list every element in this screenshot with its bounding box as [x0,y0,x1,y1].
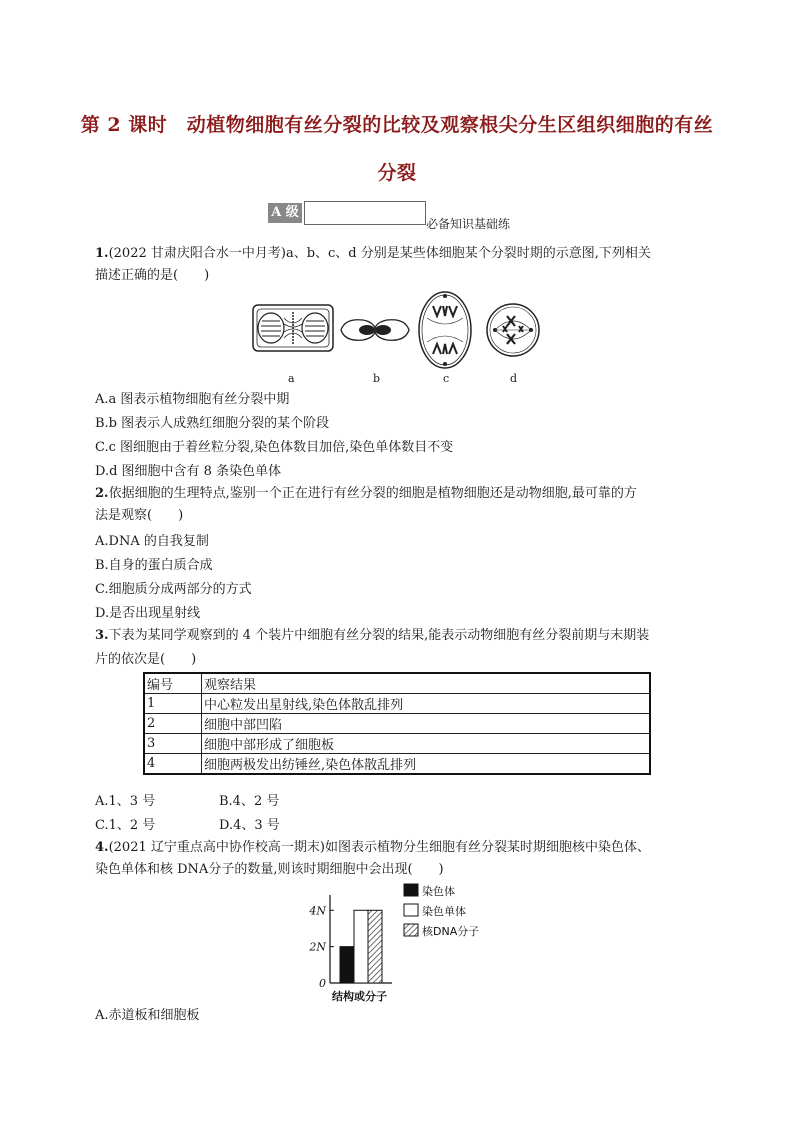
question-1-option-a: A.a 图表示植物细胞有丝分裂中期 [95,392,290,407]
question-1-option-d: D.d 图细胞中含有 8 条染色单体 [95,464,282,479]
table-row [144,694,650,714]
question-4-option-a: A.赤道板和细胞板 [95,1008,200,1023]
question-3-option-d: D.4、3 号 [219,818,280,833]
question-2-option-d: D.是否出现星射线 [95,606,201,621]
question-2-line1 [95,484,637,504]
table-header-id: 编号 [144,673,202,694]
legend-swatch [404,924,418,936]
question-3-stem: 下表为某同学观察到的 4 个装片中细胞有丝分裂的结果,能表示动物细胞有丝分裂前期与末期装 [108,628,650,643]
table-cell-result: 细胞两极发出纺锤丝,染色体散乱排列 [202,754,651,775]
question-4-stem: (2021 辽宁重点高中协作校高一期末)如图表示植物分生细胞有丝分裂某时期细胞核中染色体、 [108,840,650,855]
question-2-option-a: A.DNA 的自我复制 [95,534,209,549]
table-row [144,734,650,754]
question-4-line1 [95,838,650,858]
table-cell-id: 3 [144,734,202,754]
question-2-option-c: C.细胞质分成两部分的方式 [95,582,252,597]
y-tick-label: 2N [309,940,326,954]
page-title-line1: 第 2 课时 动植物细胞有丝分裂的比较及观察根尖分生区组织细胞的有丝 [80,114,714,136]
question-3-option-b: B.4、2 号 [219,794,280,809]
table-header-result: 观察结果 [202,673,651,694]
question-3-option-c: C.1、2 号 [95,818,156,833]
legend-label: 核DNA分子 [422,925,480,938]
question-3-line2: 片的依次是( ) [95,652,197,667]
question-4-line2: 染色单体和核 DNA分子的数量,则该时期细胞中会出现( ) [95,862,444,877]
figure-caption-c: c [443,372,450,385]
question-1-option-c: C.c 图细胞由于着丝粒分裂,染色体数目加倍,染色单体数目不变 [95,440,454,455]
table-cell-result: 细胞中部形成了细胞板 [202,734,651,754]
x-axis-label: 结构或分子 [332,990,387,1003]
bar-3 [368,910,382,983]
figure-c-animal-cell [419,292,471,368]
question-1-option-b: B.b 图表示人成熟红细胞分裂的某个阶段 [95,416,330,431]
bar-1 [340,947,354,983]
figure-caption-a: a [288,372,295,385]
chart-legend [404,884,479,938]
legend-label: 染色体 [422,885,455,898]
table-header-row [144,673,650,694]
question-1-stem: (2022 甘肃庆阳合水一中月考)a、b、c、d 分别是某些体细胞某个分裂时期的示意图,下列相关 [108,246,651,261]
question-1-number: 1. [95,246,109,261]
legend-swatch [404,904,418,916]
question-3-line1 [95,626,649,646]
legend-swatch [404,884,418,896]
question-2-line2: 法是观察( ) [95,508,184,523]
table-row [144,754,650,775]
question-2-option-b: B.自身的蛋白质合成 [95,558,213,573]
table-cell-id: 4 [144,754,202,775]
grade-badge: A 级 [268,203,302,223]
figure-caption-b: b [373,372,381,385]
question-3-option-a: A.1、3 号 [95,794,156,809]
table-cell-result: 中心粒发出星射线,染色体散乱排列 [202,694,651,714]
figure-a-plant-cell [253,305,333,351]
figure-d-animal-cell [487,304,539,356]
table-cell-id: 2 [144,714,202,734]
question-2-stem: 依据细胞的生理特点,鉴别一个正在进行有丝分裂的细胞是植物细胞还是动物细胞,最可靠的方 [108,486,637,501]
observation-table [143,672,651,775]
y-tick-label: 4N [309,904,326,918]
table-cell-id: 1 [144,694,202,714]
question-1-line1 [95,244,651,264]
figure-caption-d: d [510,372,518,385]
legend-label: 染色单体 [422,905,466,918]
question-4-number: 4. [95,840,109,855]
page-title-line2: 分裂 [377,162,417,184]
figure-b-cell [341,320,409,341]
question-3-number: 3. [95,628,109,643]
section-name: 必备知识基础练 [426,217,511,231]
bar-2 [354,910,368,983]
table-row [144,714,650,734]
table-cell-result: 细胞中部凹陷 [202,714,651,734]
chromosome-bar-chart [300,880,500,1004]
question-2-number: 2. [95,486,109,501]
grade-blank-box [304,201,426,225]
chart-bars [340,910,382,983]
question-1-line2: 描述正确的是( ) [95,268,210,283]
y-tick-label: 0 [319,977,326,990]
